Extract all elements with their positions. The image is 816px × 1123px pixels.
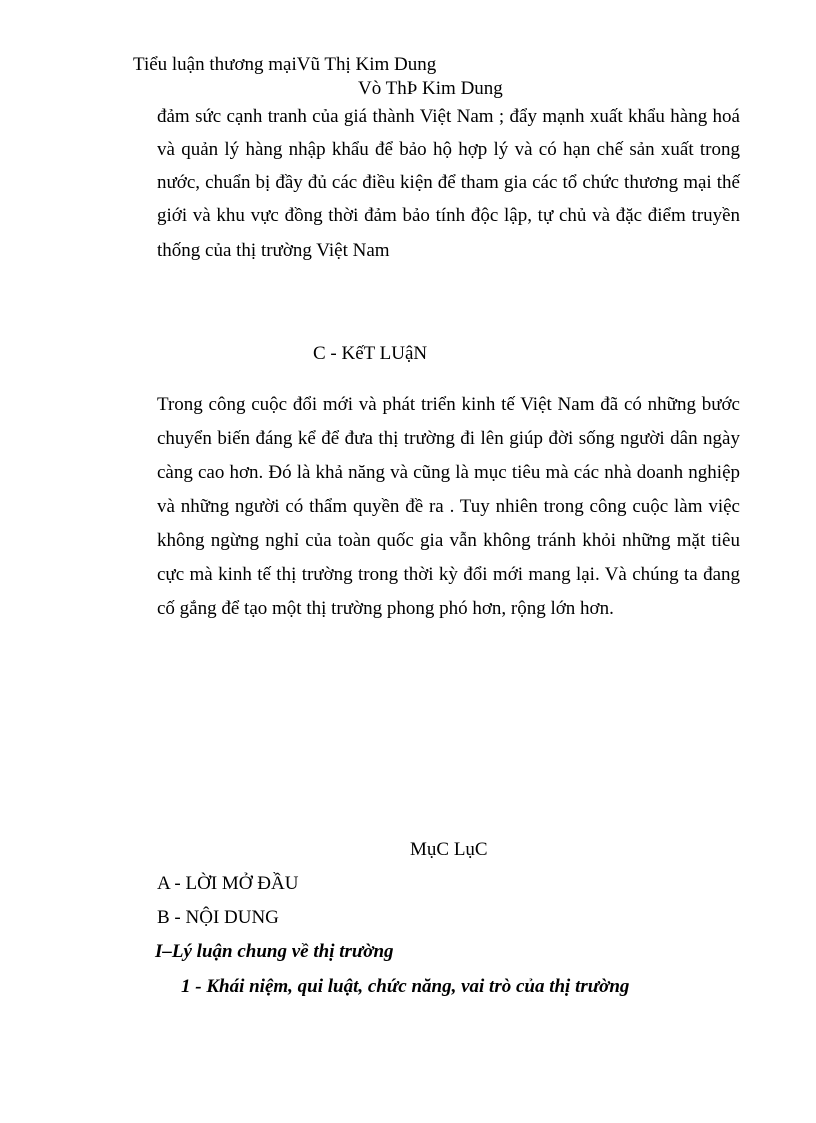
- paragraph-line: nước, chuẩn bị đầy đủ các điều kiện để tham gia các tổ chức thương mại thế: [157, 172, 740, 193]
- header-author: Vò ThÞ Kim Dung: [358, 78, 503, 99]
- toc-title: MụC LụC: [410, 839, 488, 860]
- toc-item: 1 - Khái niệm, qui luật, chức năng, vai trò của thị trường: [181, 976, 630, 997]
- paragraph-line: không ngừng nghỉ của toàn quốc gia vẫn không tránh khỏi những mặt tiêu: [157, 530, 740, 551]
- paragraph-line: cố gắng để tạo một thị trường phong phó hơn, rộng lớn hơn.: [157, 598, 614, 619]
- paragraph-line: cực mà kinh tế thị trường trong thời kỳ đổi mới mang lại. Và chúng ta đang: [157, 564, 740, 585]
- paragraph-line: thống của thị trường Việt Nam: [157, 240, 390, 261]
- toc-item: A - LỜI MỞ ĐẦU: [157, 873, 299, 894]
- paragraph-line: giới và khu vực đồng thời đảm bảo tính độc lập, tự chủ và đặc điểm truyền: [157, 205, 740, 226]
- paragraph-line: và quản lý hàng nhập khẩu để bảo hộ hợp lý và có hạn chế sản xuất trong: [157, 139, 740, 160]
- conclusion-heading: C - KếT LUậN: [313, 343, 428, 364]
- paragraph-line: Trong công cuộc đổi mới và phát triển kinh tế Việt Nam đã có những bước: [157, 394, 740, 415]
- header-title: Tiểu luận thương mạiVũ Thị Kim Dung: [133, 54, 437, 75]
- paragraph-line: đảm sức cạnh tranh của giá thành Việt Nam ; đẩy mạnh xuất khẩu hàng hoá: [157, 106, 740, 127]
- toc-item: B - NỘI DUNG: [157, 907, 279, 928]
- paragraph-line: càng cao hơn. Đó là khả năng và cũng là mục tiêu mà các nhà doanh nghiệp: [157, 462, 740, 483]
- toc-item: I–Lý luận chung về thị trường: [155, 941, 394, 962]
- paragraph-line: và những người có thẩm quyền đề ra . Tuy nhiên trong công cuộc làm việc: [157, 496, 740, 517]
- paragraph-line: chuyển biến đáng kể để đưa thị trường đi lên giúp đời sống người dân ngày: [157, 428, 740, 449]
